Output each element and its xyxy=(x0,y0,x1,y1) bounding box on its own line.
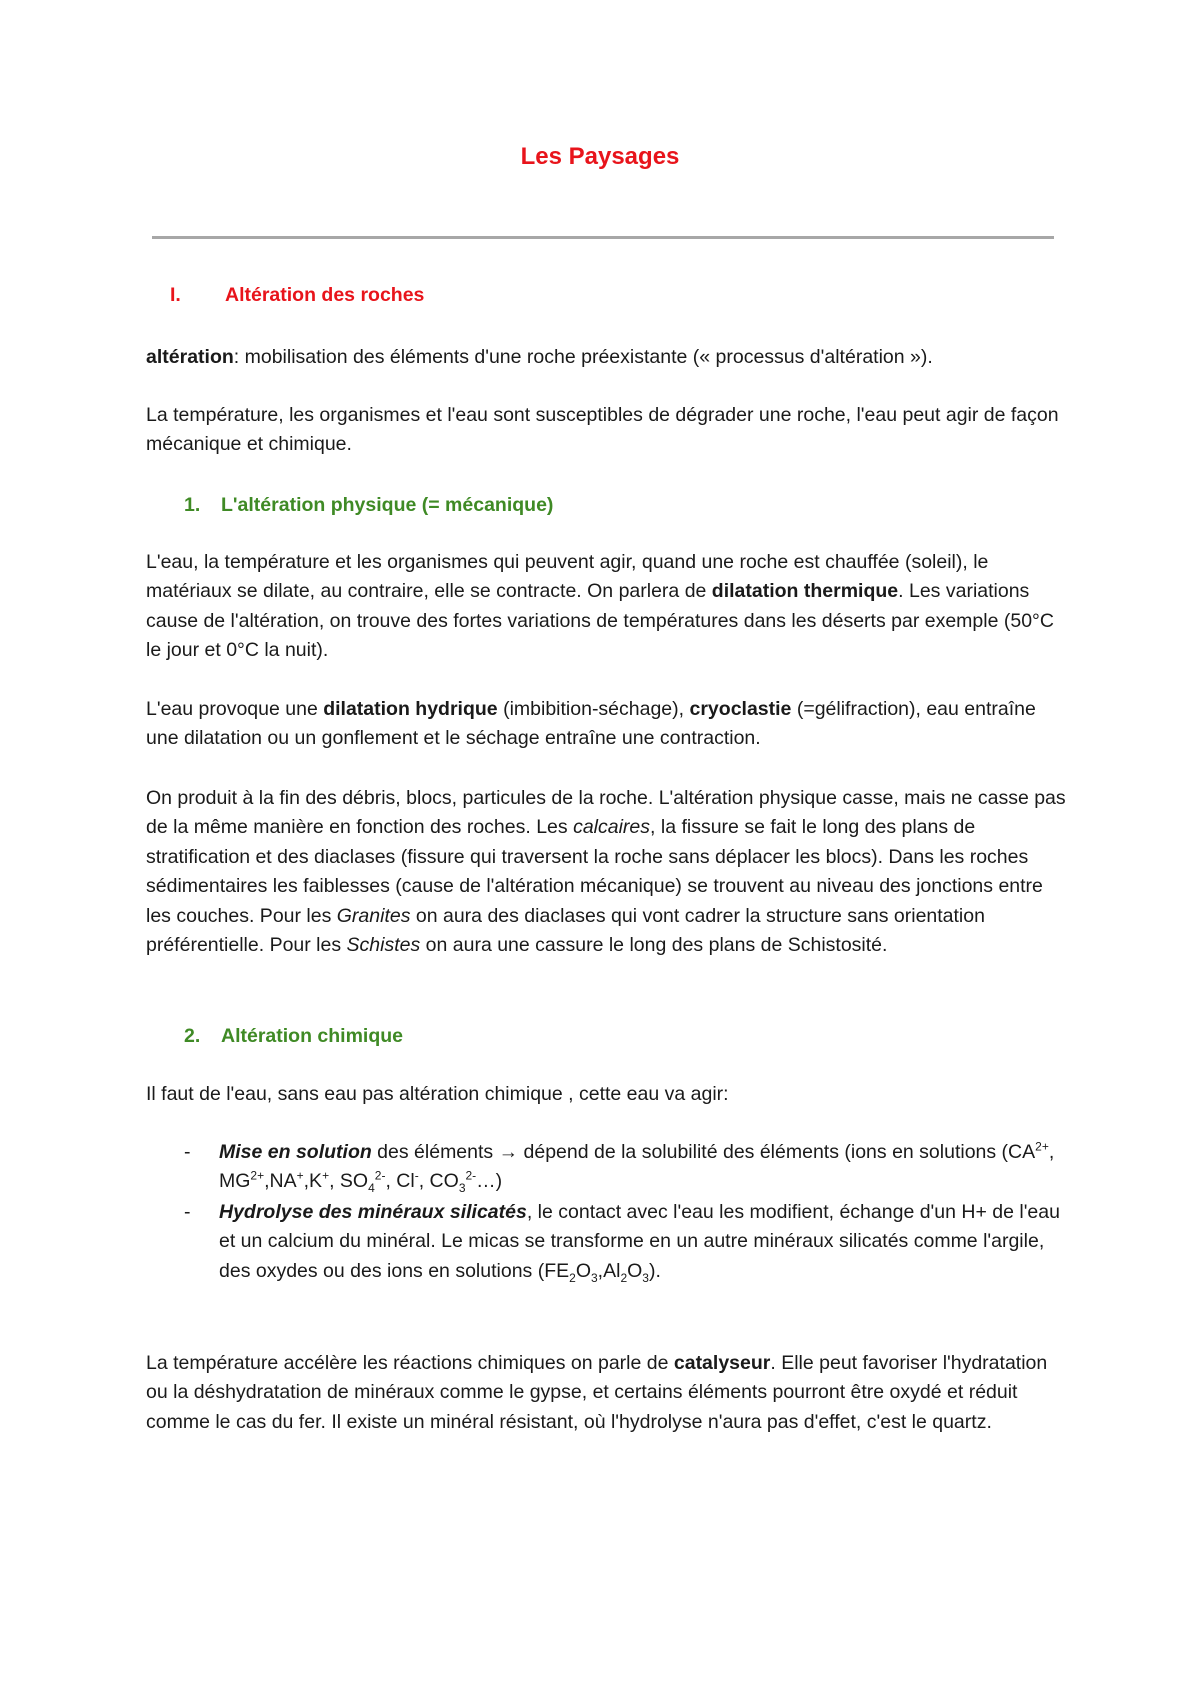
subscript: 3 xyxy=(590,1270,598,1285)
italic-term: calcaires xyxy=(573,816,651,839)
text-run: ,NA xyxy=(264,1170,297,1193)
chemical-paragraph-1: Il faut de l'eau, sans eau pas altération chimique , cette eau va agir: xyxy=(146,1083,729,1105)
bold-term: catalyseur xyxy=(673,1352,771,1374)
text-run: L'eau provoque une xyxy=(146,698,324,720)
bold-italic-term: Mise en solution xyxy=(219,1141,372,1163)
definition-term: altération xyxy=(146,346,234,368)
italic-term: Granites xyxy=(336,904,411,927)
subsection-number: 2. xyxy=(184,1025,201,1047)
italic-term: Schistes xyxy=(346,934,421,957)
superscript: 2- xyxy=(374,1168,386,1183)
superscript: 2- xyxy=(465,1168,477,1183)
physical-paragraph-2 xyxy=(146,695,1066,754)
page-title: Les Paysages xyxy=(520,143,680,170)
chemical-paragraph-2 xyxy=(146,1349,1066,1437)
text-run: on aura des diaclases qui vont cadrer la structure sans orientation préférentielle. Pour les xyxy=(146,904,985,957)
subsection-title: Altération chimique xyxy=(221,1025,404,1047)
subsection-title: L'altération physique (= mécanique) xyxy=(221,494,554,516)
physical-paragraph-1 xyxy=(146,548,1066,666)
subscript: 3 xyxy=(458,1181,466,1196)
text-run: . Elle peut favoriser l'hydratation ou la déshydratation de minéraux comme le gypse, et certains éléments pourront être oxydé et réduit comme le cas du fer. Il existe un minéral résistant, où l'hydrolyse n'aura pas d'effet, c'est le quartz. xyxy=(146,1352,1048,1433)
list-item-body xyxy=(219,1198,1069,1286)
text-run: O xyxy=(575,1259,591,1282)
text-run: , MG xyxy=(219,1141,1055,1193)
text-run: , le contact avec l'eau les modifient, échange d'un H+ de l'eau et un calcium du minéral. Le micas se transforme en un autre minéraux silicatés comme l'argile, des oxydes ou des ions en solutions (FE xyxy=(219,1201,1060,1282)
intro-paragraph: La température, les organismes et l'eau sont susceptibles de dégrader une roche, l'eau peut agir de façon mécanique et chimique. xyxy=(146,404,1059,456)
text-run: O xyxy=(627,1259,643,1282)
list-dash: - xyxy=(184,1201,191,1223)
text-run: ). xyxy=(648,1259,661,1282)
text-run: (imbibition-séchage), xyxy=(497,698,690,720)
subsection-number: 1. xyxy=(184,494,201,516)
list-dash: - xyxy=(184,1141,191,1163)
text-run: …) xyxy=(476,1170,503,1193)
text-run: des éléments → dépend de la solubilité des éléments (ions en solutions (CA xyxy=(371,1141,1036,1163)
definition-text: : mobilisation des éléments d'une roche préexistante (« processus d'altération »). xyxy=(233,346,933,368)
text-run: . Les variations cause de l'altération, on trouve des fortes variations de températures dans les déserts par exemple (50°C le jour et 0°C la nuit). xyxy=(146,580,1054,662)
horizontal-rule xyxy=(152,236,1054,239)
definition-paragraph xyxy=(146,343,1066,372)
subscript: 3 xyxy=(642,1270,649,1285)
bold-term: cryoclastie xyxy=(689,698,792,720)
text-run: on aura une cassure le long des plans de Schistosité. xyxy=(420,934,888,957)
superscript: - xyxy=(414,1168,419,1183)
text-run: La température accélère les réactions chimiques on parle de xyxy=(146,1352,674,1374)
text-run: ,Al xyxy=(597,1259,621,1282)
text-run: , CO xyxy=(418,1170,459,1193)
text-run: On produit à la fin des débris, blocs, particules de la roche. L'altération physique casse, mais ne casse pas de la même manière en fonction des roches. Les xyxy=(146,787,1066,839)
superscript: 2+ xyxy=(1035,1139,1049,1154)
bold-term: dilatation hydrique xyxy=(323,698,498,720)
bold-italic-term: Hydrolyse des minéraux silicatés xyxy=(219,1201,527,1223)
list-item-body xyxy=(219,1138,1069,1197)
superscript: + xyxy=(322,1168,330,1183)
superscript: 2+ xyxy=(250,1168,265,1183)
text-run: (=gélifraction), eau entraîne une dilatation ou un gonflement et le séchage entraîne une contraction. xyxy=(146,698,1036,750)
physical-paragraph-3 xyxy=(146,784,1066,960)
superscript: + xyxy=(296,1168,304,1183)
subscript: 2 xyxy=(620,1270,628,1285)
subscript: 4 xyxy=(368,1181,375,1196)
text-run: ,K xyxy=(303,1170,323,1193)
section-number: I. xyxy=(170,284,181,306)
text-run: , la fissure se fait le long des plans de stratification et des diaclases (fissure qui traversent la roche sans déplacer les blocs). Dans les roches sédimentaires les faiblesses (cause de l'altération mécanique) se trouvent au niveau des jonctions entre les couches. Pour les xyxy=(146,816,1043,927)
text-run: L'eau, la température et les organismes qui peuvent agir, quand une roche est chauffée (soleil), le matériaux se dilate, au contraire, elle se contracte. On parlera de xyxy=(146,551,989,603)
text-run: , SO xyxy=(329,1170,369,1193)
section-title: Altération des roches xyxy=(225,284,425,306)
bold-term: dilatation thermique xyxy=(711,580,899,603)
text-run: , Cl xyxy=(385,1170,415,1193)
subscript: 2 xyxy=(569,1270,576,1285)
